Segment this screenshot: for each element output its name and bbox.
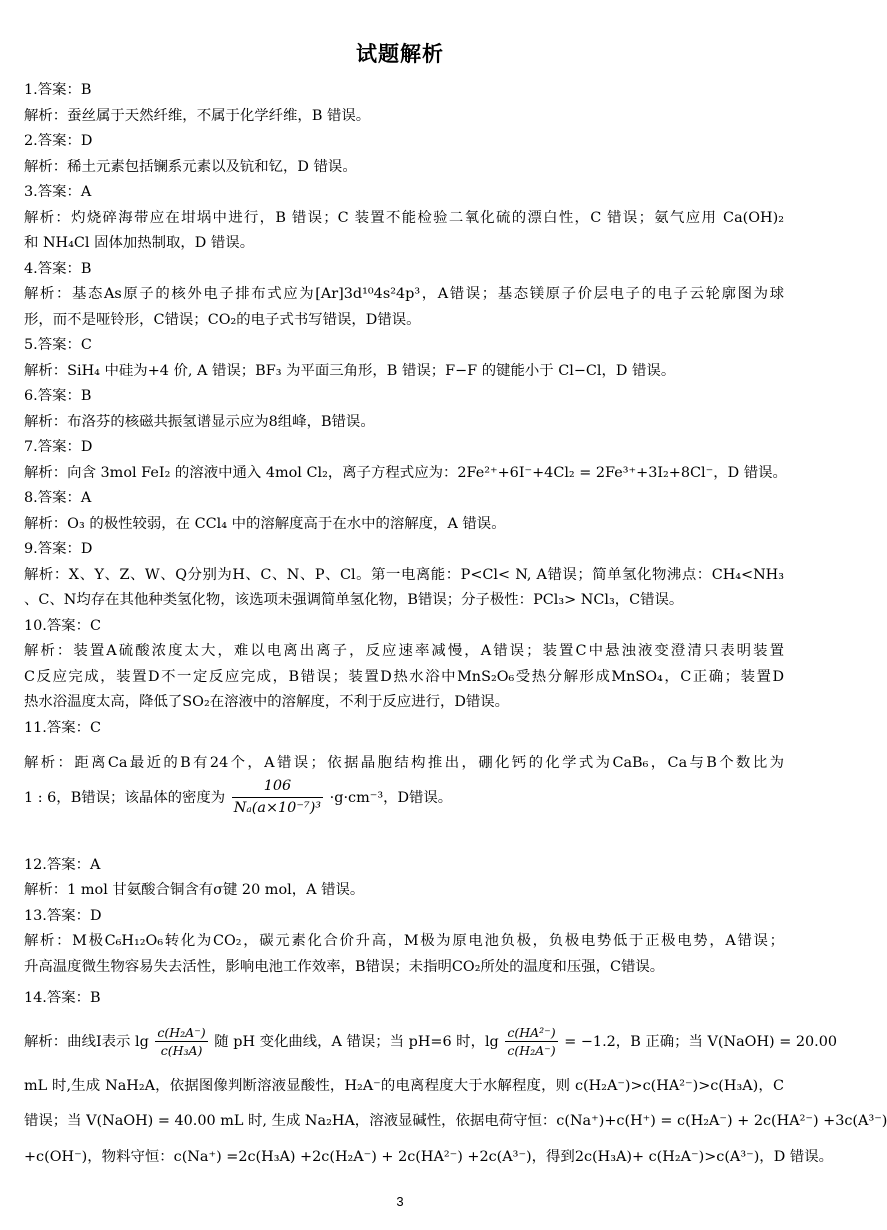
q5-answer: 5.答案：C — [24, 337, 92, 353]
page-number: 3 — [396, 1194, 404, 1209]
density-numerator: 106 — [232, 777, 323, 798]
q8-analysis: 解析：O₃ 的极性较弱，在 CCl₄ 中的溶解度高于在水中的溶解度，A 错误。 — [24, 515, 506, 532]
q11-analysis-line1: 解析：距离Ca最近的B有24个，A错误；依据晶胞结构推出，硼化钙的化学式为CaB₆，Ca与B个数比为 — [24, 755, 784, 771]
density-denominator: Nₐ(a×10⁻⁷)³ — [233, 800, 322, 816]
q4-analysis-line1: 解析：基态As原子的核外电子排布式应为[Ar]3d¹⁰4s²4p³，A错误；基态镁原子价层电子的电子云轮廓图为球 — [24, 286, 784, 302]
ratio1-denominator: c(H₃A) — [160, 1043, 203, 1058]
q14-text-c: = −1.2，B 正确；当 V(NaOH) = 20.00 — [564, 1033, 838, 1050]
q12-answer: 12.答案：A — [24, 856, 101, 873]
q11-analysis-text-post: ·g·cm⁻³，D错误。 — [329, 789, 453, 806]
answer-list — [24, 78, 887, 1170]
ratio2-numerator: c(HA²⁻) — [507, 1025, 556, 1040]
q3-analysis-line1: 解析：灼烧碎海带应在坩埚中进行，B 错误；C 装置不能检验二氧化硫的漂白性，C 错误；氨气应用 Ca(OH)₂ — [24, 209, 784, 226]
q7-analysis: 解析：向含 3mol FeI₂ 的溶液中通入 4mol Cl₂，离子方程式应为：2Fe²⁺+6I⁻+4Cl₂ = 2Fe³⁺+3I₂+8Cl⁻，D 错误。 — [24, 464, 787, 481]
q11-analysis-text-pre: 1 : 6，B错误；该晶体的密度为 — [24, 789, 226, 806]
page-title: 试题解析 — [356, 42, 444, 66]
q13-answer: 13.答案：D — [24, 907, 102, 924]
q11-analysis-line2 — [24, 777, 784, 819]
q4-analysis-line2: 形，而不是哑铃形，C错误；CO₂的电子式书写错误，D错误。 — [24, 311, 421, 328]
q2-answer: 2.答案：D — [24, 133, 93, 149]
q14-analysis-line2: mL 时,生成 NaH₂A，依据图像判断溶液显酸性，H₂A⁻的电离程度大于水解程度，则 c(H₂A⁻)>c(HA²⁻)>c(H₃A)，C — [24, 1077, 784, 1094]
q10-analysis-line2: C反应完成，装置D不一定反应完成，B错误；装置D热水浴中MnS₂O₆受热分解形成MnSO₄，C正确；装置D — [24, 668, 784, 685]
q10-analysis-line3: 热水浴温度太高，降低了SO₂在溶液中的溶解度，不利于反应进行，D错误。 — [24, 694, 510, 710]
q9-answer: 9.答案：D — [24, 541, 93, 557]
q8-answer: 8.答案：A — [24, 490, 92, 506]
q14-text-a: 解析：曲线Ⅰ表示 lg — [24, 1033, 149, 1050]
q9-analysis-line1: 解析：X、Y、Z、W、Q分别为H、C、N、P、Cl。第一电离能：P<Cl< N, A错误；简单氢化物沸点：CH₄<NH₃ — [24, 566, 784, 583]
q9-analysis-line2: 、C、N均存在其他种类氢化物，该选项未强调简单氢化物，B错误；分子极性：PCl₃> NCl₃，C错误。 — [24, 592, 684, 608]
q10-analysis-line1: 解析：装置A硫酸浓度太大，难以电离出离子，反应速率减慢，A错误；装置C中悬浊液变澄清只表明装置 — [24, 643, 784, 659]
density-fraction — [232, 777, 323, 818]
q13-analysis-line2: 升高温度微生物容易失去活性，影响电池工作效率，B错误；未指明CO₂所处的温度和压强，C错误。 — [24, 958, 665, 975]
q14-analysis-line4: +c(OH⁻)，物料守恒：c(Na⁺) =2c(H₃A) +2c(H₂A⁻) + 2c(HA²⁻) +2c(A³⁻)，得到2c(H₃A)+ c(H₂A⁻)>c(A³⁻)，D 错误。 — [24, 1148, 833, 1165]
q4-answer: 4.答案：B — [24, 260, 92, 277]
q3-answer: 3.答案：A — [24, 184, 92, 200]
ratio2-denominator: c(H₂A⁻) — [507, 1043, 556, 1058]
q10-answer: 10.答案：C — [24, 617, 102, 634]
ratio1-numerator: c(H₂A⁻) — [157, 1025, 206, 1040]
ratio-fraction-1 — [155, 1025, 207, 1058]
q14-text-b: 随 pH 变化曲线，A 错误；当 pH=6 时，lg — [214, 1033, 499, 1050]
q6-answer: 6.答案：B — [24, 388, 92, 404]
q14-analysis-line3: 错误；当 V(NaOH) = 40.00 mL 时, 生成 Na₂HA，溶液显碱性，依据电荷守恒：c(Na⁺)+c(H⁺) = c(H₂A⁻) + 2c(HA²⁻) +3c(A³⁻) — [24, 1113, 887, 1129]
q3-analysis-line2: 和 NH₄Cl 固体加热制取，D 错误。 — [24, 235, 255, 251]
q13-analysis-line1: 解析：M极C₆H₁₂O₆转化为CO₂，碳元素化合价升高，M极为原电池负极，负极电势低于正极电势，A错误； — [24, 933, 784, 949]
q2-analysis: 解析：稀土元素包括镧系元素以及钪和钇，D 错误。 — [24, 158, 357, 175]
q11-answer: 11.答案：C — [24, 719, 102, 736]
q7-answer: 7.答案：D — [24, 439, 93, 455]
q1-answer: 1.答案：B — [24, 82, 92, 98]
q6-analysis: 解析：布洛芬的核磁共振氢谱显示应为8组峰，B错误。 — [24, 413, 375, 430]
q5-analysis: 解析：SiH₄ 中硅为+4 价, A 错误；BF₃ 为平面三角形，B 错误；F−F 的键能小于 Cl−Cl，D 错误。 — [24, 362, 676, 379]
ratio-fraction-2 — [505, 1025, 557, 1058]
q14-analysis-line1 — [24, 1016, 838, 1068]
q1-analysis: 解析：蚕丝属于天然纤维，不属于化学纤维，B 错误。 — [24, 107, 371, 124]
q14-answer: 14.答案：B — [24, 990, 101, 1006]
q12-analysis: 解析：1 mol 甘氨酸合铜含有σ键 20 mol，A 错误。 — [24, 882, 365, 898]
